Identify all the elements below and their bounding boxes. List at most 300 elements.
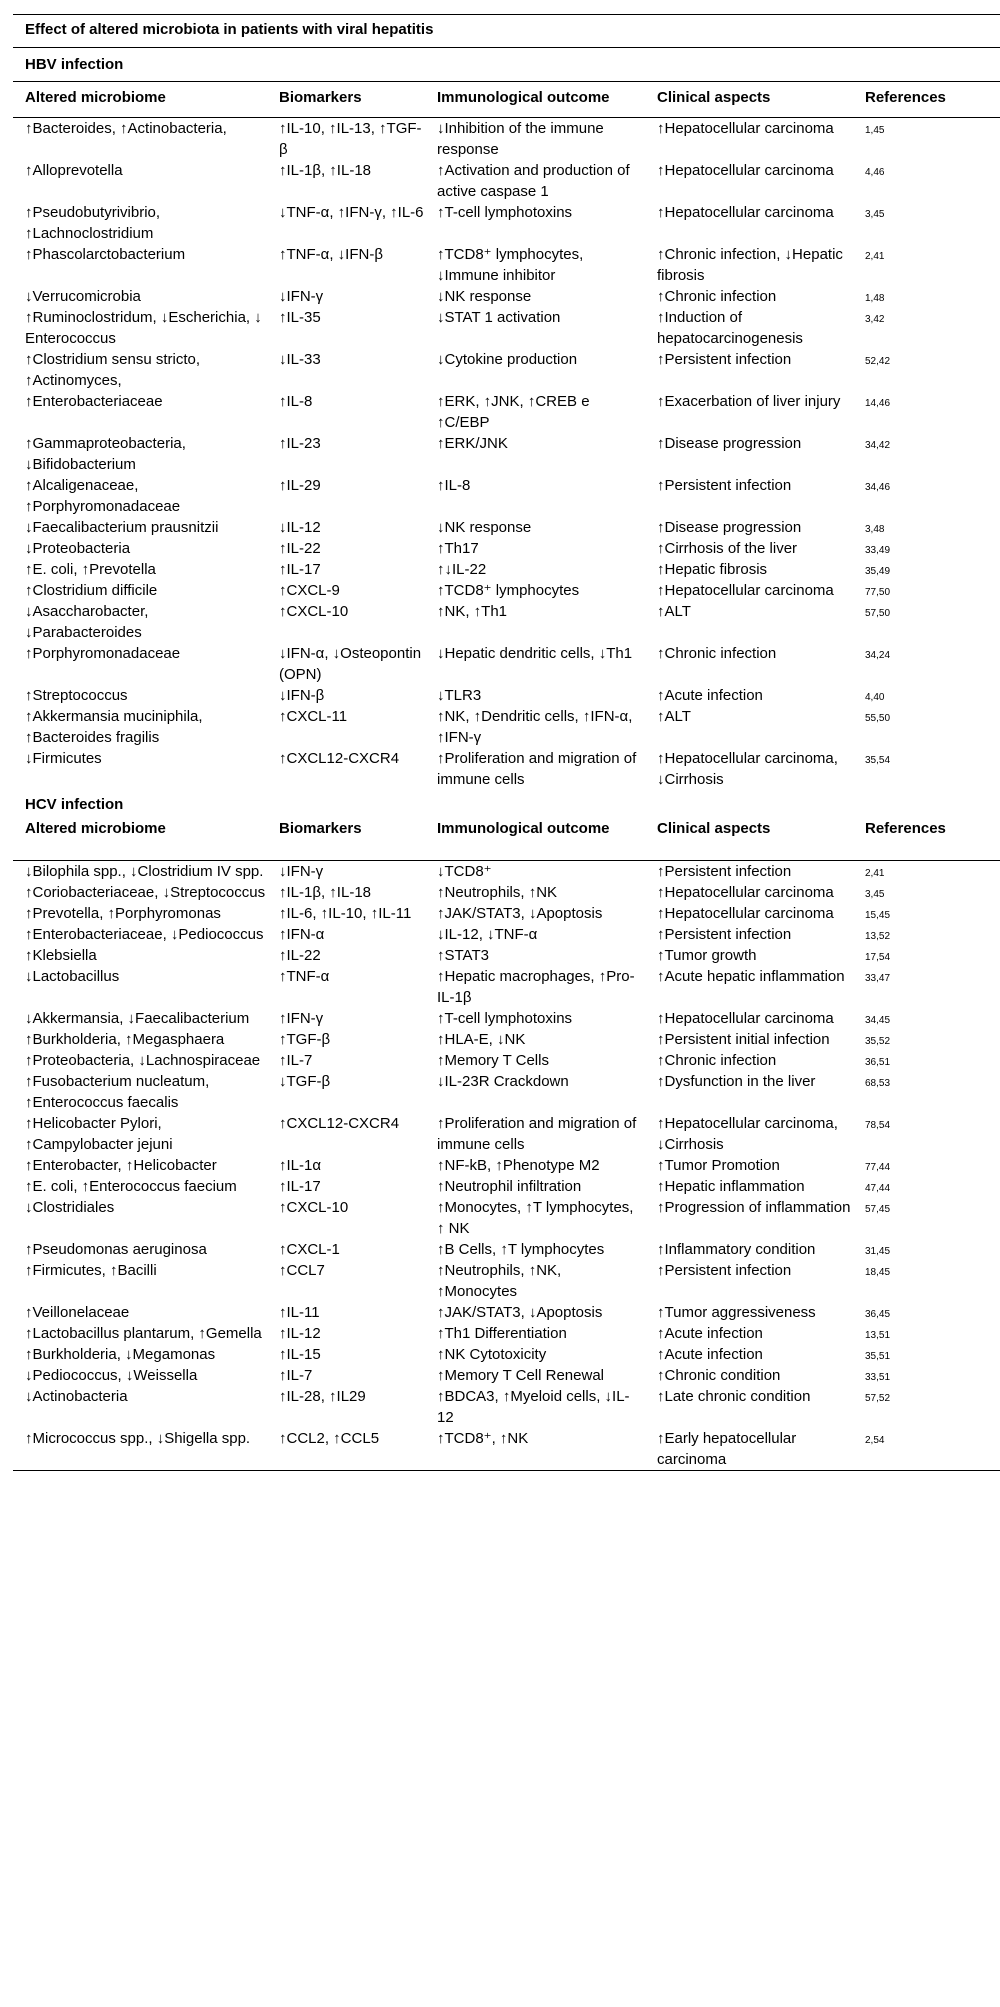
cell-microbiome: ↑Lactobacillus plantarum, ↑Gemella <box>25 1325 262 1342</box>
cell-outcome: ↑Th1 Differentiation <box>437 1325 567 1342</box>
cell-biomarkers: ↑IL-17 <box>279 561 321 578</box>
cell-biomarkers: ↑IL-1α <box>279 1157 322 1174</box>
cell-biomarkers: ↑IL-17 <box>279 1178 321 1195</box>
cell-biomarkers: ↑IL-11 <box>279 1304 320 1321</box>
reference-numbers: 35,52 <box>865 1036 891 1047</box>
cell-microbiome: ↓Pediococcus, ↓Weissella <box>25 1367 198 1384</box>
cell-outcome: ↑NK, ↑Dendritic cells, ↑IFN-α, ↑IFN-γ <box>437 708 633 746</box>
reference-numbers: 3,48 <box>865 524 885 535</box>
table-row <box>13 1050 1000 1071</box>
hbv-table-body <box>13 118 1000 791</box>
table-row <box>13 517 1000 538</box>
hbv-table <box>13 82 1000 790</box>
cell-microbiome: ↓Lactobacillus <box>25 968 120 985</box>
cell-biomarkers: ↑IL-35 <box>279 309 321 326</box>
table-row <box>13 286 1000 307</box>
cell-microbiome: ↑Ruminoclostridum, ↓Escherichia, ↓ Enterococcus <box>25 309 262 347</box>
cell-microbiome: ↑E. coli, ↑Prevotella <box>25 561 156 578</box>
cell-microbiome: ↑E. coli, ↑Enterococcus faecium <box>25 1178 237 1195</box>
cell-biomarkers: ↑IFN-α <box>279 926 325 943</box>
reference-numbers: 57,50 <box>865 608 891 619</box>
hbv-section-title: HBV infection <box>13 48 1000 82</box>
cell-biomarkers: ↓IFN-β <box>279 687 325 704</box>
cell-biomarkers: ↑CXCL12-CXCR4 <box>279 1115 400 1132</box>
cell-outcome: ↑↓IL-22 <box>437 561 487 578</box>
cell-biomarkers: ↑TNF-α <box>279 968 330 985</box>
cell-clinical: ↑Chronic infection <box>657 1052 777 1069</box>
cell-outcome: ↓IL-12, ↓TNF-α <box>437 926 538 943</box>
cell-outcome: ↑NK Cytotoxicity <box>437 1346 547 1363</box>
cell-microbiome: ↓Clostridiales <box>25 1199 115 1216</box>
cell-microbiome: ↑Coriobacteriaceae, ↓Streptococcus <box>25 884 266 901</box>
cell-biomarkers: ↑IL-1β, ↑IL-18 <box>279 884 371 901</box>
cell-references <box>853 202 1000 244</box>
cell-microbiome: ↑Burkholderia, ↓Megamonas <box>25 1346 216 1363</box>
cell-references <box>853 160 1000 202</box>
cell-clinical: ↑ALT <box>657 603 691 620</box>
col-header-biomarkers: Biomarkers <box>267 816 425 861</box>
cell-microbiome: ↑Firmicutes, ↑Bacilli <box>25 1262 157 1279</box>
cell-outcome: ↑Proliferation and migration of immune cells <box>437 750 637 788</box>
reference-numbers: 2,41 <box>865 868 885 879</box>
col-header-references: References <box>853 82 1000 118</box>
cell-outcome: ↑Monocytes, ↑T lymphocytes, ↑ NK <box>437 1199 634 1237</box>
cell-microbiome: ↓Verrucomicrobia <box>25 288 141 305</box>
cell-biomarkers: ↓IFN-α, ↓Osteopontin (OPN) <box>279 645 422 683</box>
cell-references <box>853 244 1000 286</box>
cell-microbiome: ↓Akkermansia, ↓Faecalibacterium <box>25 1010 250 1027</box>
cell-references <box>853 861 1000 883</box>
reference-numbers: 55,50 <box>865 713 891 724</box>
reference-numbers: 57,52 <box>865 1393 891 1404</box>
cell-references <box>853 538 1000 559</box>
cell-biomarkers: ↓IFN-γ <box>279 863 324 880</box>
cell-outcome: ↑B Cells, ↑T lymphocytes <box>437 1241 605 1258</box>
cell-microbiome: ↑Alcaligenaceae, ↑Porphyromonadaceae <box>25 477 181 515</box>
cell-references <box>853 1428 1000 1471</box>
cell-references <box>853 559 1000 580</box>
reference-numbers: 77,50 <box>865 587 891 598</box>
reference-numbers: 13,52 <box>865 931 891 942</box>
col-header-references: References <box>853 816 1000 861</box>
col-header-microbiome: Altered microbiome <box>13 816 267 861</box>
cell-references <box>853 903 1000 924</box>
cell-microbiome: ↑Gammaproteobacteria, ↓Bifidobacterium <box>25 435 186 473</box>
cell-microbiome: ↑Proteobacteria, ↓Lachnospiraceae <box>25 1052 261 1069</box>
cell-outcome: ↑TCD8⁺ lymphocytes, ↓Immune inhibitor <box>437 246 584 284</box>
cell-clinical: ↑Persistent infection <box>657 1262 792 1279</box>
reference-numbers: 35,49 <box>865 566 891 577</box>
table-row <box>13 538 1000 559</box>
cell-clinical: ↑Tumor aggressiveness <box>657 1304 816 1321</box>
reference-numbers: 2,54 <box>865 1435 885 1446</box>
reference-numbers: 33,47 <box>865 973 891 984</box>
cell-clinical: ↑Hepatocellular carcinoma <box>657 884 834 901</box>
reference-numbers: 35,51 <box>865 1351 891 1362</box>
cell-microbiome: ↑Pseudobutyrivibrio, ↑Lachnoclostridium <box>25 204 161 242</box>
reference-numbers: 33,49 <box>865 545 891 556</box>
cell-microbiome: ↑Prevotella, ↑Porphyromonas <box>25 905 221 922</box>
cell-biomarkers: ↑IL-22 <box>279 947 321 964</box>
reference-numbers: 17,54 <box>865 952 891 963</box>
cell-outcome: ↑Hepatic macrophages, ↑Pro-IL-1β <box>437 968 635 1006</box>
cell-references <box>853 1071 1000 1113</box>
cell-clinical: ↑Chronic infection <box>657 645 777 662</box>
hcv-table <box>13 816 1000 1471</box>
cell-clinical: ↑Tumor Promotion <box>657 1157 780 1174</box>
hcv-header-row <box>13 816 1000 861</box>
col-header-clinical: Clinical aspects <box>645 816 853 861</box>
cell-biomarkers: ↑IL-6, ↑IL-10, ↑IL-11 <box>279 905 412 922</box>
cell-references <box>853 118 1000 161</box>
cell-references <box>853 1386 1000 1428</box>
cell-outcome: ↓NK response <box>437 519 532 536</box>
cell-outcome: ↓IL-23R Crackdown <box>437 1073 569 1090</box>
table-row <box>13 244 1000 286</box>
cell-clinical: ↑Hepatocellular carcinoma, ↓Cirrhosis <box>657 750 838 788</box>
cell-references <box>853 1113 1000 1155</box>
cell-clinical: ↑Persistent initial infection <box>657 1031 830 1048</box>
cell-references <box>853 1260 1000 1302</box>
cell-outcome: ↑JAK/STAT3, ↓Apoptosis <box>437 1304 603 1321</box>
cell-references <box>853 433 1000 475</box>
table-row <box>13 391 1000 433</box>
table-row <box>13 1344 1000 1365</box>
cell-microbiome: ↓Bilophila spp., ↓Clostridium IV spp. <box>25 863 264 880</box>
table-row <box>13 1260 1000 1302</box>
cell-clinical: ↑Induction of hepatocarcinogenesis <box>657 309 803 347</box>
cell-outcome: ↓TCD8⁺ <box>437 863 492 880</box>
cell-outcome: ↓Inhibition of the immune response <box>437 120 604 158</box>
cell-clinical: ↑Exacerbation of liver injury <box>657 393 841 410</box>
table-row <box>13 559 1000 580</box>
reference-numbers: 4,46 <box>865 167 885 178</box>
cell-biomarkers: ↑IL-10, ↑IL-13, ↑TGF-β <box>279 120 422 158</box>
cell-biomarkers: ↑CCL2, ↑CCL5 <box>279 1430 380 1447</box>
cell-clinical: ↑Acute hepatic inflammation <box>657 968 845 985</box>
cell-microbiome: ↑Enterobacter, ↑Helicobacter <box>25 1157 217 1174</box>
cell-clinical: ↑Tumor growth <box>657 947 757 964</box>
cell-microbiome: ↑Helicobacter Pylori, ↑Campylobacter jejuni <box>25 1115 173 1153</box>
cell-microbiome: ↑Micrococcus spp., ↓Shigella spp. <box>25 1430 251 1447</box>
reference-numbers: 4,40 <box>865 692 885 703</box>
cell-biomarkers: ↓TNF-α, ↑IFN-γ, ↑IL-6 <box>279 204 424 221</box>
table-row <box>13 1113 1000 1155</box>
reference-numbers: 52,42 <box>865 356 891 367</box>
col-header-biomarkers: Biomarkers <box>267 82 425 118</box>
cell-biomarkers: ↓IFN-γ <box>279 288 324 305</box>
cell-references <box>853 1239 1000 1260</box>
reference-numbers: 68,53 <box>865 1078 891 1089</box>
reference-numbers: 47,44 <box>865 1183 891 1194</box>
cell-references <box>853 685 1000 706</box>
cell-clinical: ↑ALT <box>657 708 691 725</box>
cell-outcome: ↑Memory T Cells <box>437 1052 549 1069</box>
cell-outcome: ↓NK response <box>437 288 532 305</box>
table-row <box>13 882 1000 903</box>
cell-references <box>853 706 1000 748</box>
cell-outcome: ↑T-cell lymphotoxins <box>437 1010 573 1027</box>
cell-microbiome: ↑Phascolarctobacterium <box>25 246 186 263</box>
table-row <box>13 1365 1000 1386</box>
table-row <box>13 160 1000 202</box>
cell-outcome: ↑Memory T Cell Renewal <box>437 1367 604 1384</box>
cell-clinical: ↑Early hepatocellular carcinoma <box>657 1430 797 1468</box>
reference-numbers: 3,45 <box>865 209 885 220</box>
cell-references <box>853 748 1000 790</box>
cell-references <box>853 945 1000 966</box>
reference-numbers: 2,41 <box>865 251 885 262</box>
table-row <box>13 1239 1000 1260</box>
reference-numbers: 1,48 <box>865 293 885 304</box>
cell-biomarkers: ↑TNF-α, ↓IFN-β <box>279 246 383 263</box>
cell-microbiome: ↑Streptococcus <box>25 687 128 704</box>
table-row <box>13 349 1000 391</box>
reference-numbers: 78,54 <box>865 1120 891 1131</box>
hcv-table-body <box>13 861 1000 1471</box>
cell-references <box>853 882 1000 903</box>
table-row <box>13 643 1000 685</box>
cell-microbiome: ↓Actinobacteria <box>25 1388 128 1405</box>
cell-microbiome: ↑Bacteroides, ↑Actinobacteria, <box>25 120 227 137</box>
cell-microbiome: ↓Firmicutes <box>25 750 102 767</box>
cell-microbiome: ↑Clostridium difficile <box>25 582 158 599</box>
cell-biomarkers: ↑CXCL-1 <box>279 1241 340 1258</box>
cell-microbiome: ↑Enterobacteriaceae, ↓Pediococcus <box>25 926 264 943</box>
cell-clinical: ↑Dysfunction in the liver <box>657 1073 816 1090</box>
cell-references <box>853 475 1000 517</box>
cell-microbiome: ↑Pseudomonas aeruginosa <box>25 1241 207 1258</box>
cell-microbiome: ↑Akkermansia muciniphila, ↑Bacteroides fragilis <box>25 708 203 746</box>
cell-clinical: ↑Persistent infection <box>657 863 792 880</box>
cell-microbiome: ↑Veillonelaceae <box>25 1304 130 1321</box>
cell-references <box>853 1050 1000 1071</box>
reference-numbers: 34,24 <box>865 650 891 661</box>
cell-clinical: ↑Hepatic fibrosis <box>657 561 768 578</box>
table-row <box>13 966 1000 1008</box>
cell-clinical: ↑Hepatocellular carcinoma <box>657 204 834 221</box>
cell-microbiome: ↑Clostridium sensu stricto, ↑Actinomyces, <box>25 351 201 389</box>
cell-references <box>853 1008 1000 1029</box>
cell-clinical: ↑Persistent infection <box>657 351 792 368</box>
cell-biomarkers: ↓IL-33 <box>279 351 321 368</box>
cell-clinical: ↑Acute infection <box>657 687 763 704</box>
cell-clinical: ↑Persistent infection <box>657 926 792 943</box>
cell-clinical: ↑Acute infection <box>657 1325 763 1342</box>
cell-clinical: ↑Hepatocellular carcinoma, ↓Cirrhosis <box>657 1115 838 1153</box>
table-row <box>13 861 1000 883</box>
cell-references <box>853 966 1000 1008</box>
cell-references <box>853 1029 1000 1050</box>
hcv-section-title: HCV infection <box>25 796 124 813</box>
cell-clinical: ↑Chronic condition <box>657 1367 781 1384</box>
cell-clinical: ↑Disease progression <box>657 435 802 452</box>
cell-biomarkers: ↑IL-29 <box>279 477 321 494</box>
cell-outcome: ↑HLA-E, ↓NK <box>437 1031 526 1048</box>
cell-outcome: ↑NK, ↑Th1 <box>437 603 508 620</box>
table-row <box>13 433 1000 475</box>
table-row <box>13 118 1000 161</box>
col-header-outcome: Immunological outcome <box>425 816 645 861</box>
cell-microbiome: ↑Klebsiella <box>25 947 97 964</box>
cell-outcome: ↑Neutrophil infiltration <box>437 1178 582 1195</box>
cell-references <box>853 1197 1000 1239</box>
table-row <box>13 1323 1000 1344</box>
cell-clinical: ↑Chronic infection <box>657 288 777 305</box>
reference-numbers: 33,51 <box>865 1372 891 1383</box>
table-row <box>13 1008 1000 1029</box>
cell-microbiome: ↑Porphyromonadaceae <box>25 645 181 662</box>
cell-biomarkers: ↑CXCL-10 <box>279 1199 349 1216</box>
cell-references <box>853 924 1000 945</box>
cell-references <box>853 349 1000 391</box>
cell-clinical: ↑Progression of inflammation <box>657 1199 851 1216</box>
cell-references <box>853 1365 1000 1386</box>
cell-clinical: ↑Chronic infection, ↓Hepatic fibrosis <box>657 246 843 284</box>
cell-biomarkers: ↑IL-15 <box>279 1346 321 1363</box>
cell-biomarkers: ↓IL-12 <box>279 519 321 536</box>
cell-clinical: ↑Hepatocellular carcinoma <box>657 582 834 599</box>
cell-clinical: ↑Late chronic condition <box>657 1388 811 1405</box>
cell-biomarkers: ↑CXCL12-CXCR4 <box>279 750 400 767</box>
col-header-microbiome: Altered microbiome <box>13 82 267 118</box>
table-row <box>13 601 1000 643</box>
cell-outcome: ↑ERK, ↑JNK, ↑CREB e ↑C/EBP <box>437 393 590 431</box>
cell-outcome: ↓STAT 1 activation <box>437 309 561 326</box>
cell-clinical: ↑Disease progression <box>657 519 802 536</box>
reference-numbers: 36,45 <box>865 1309 891 1320</box>
table-row <box>13 706 1000 748</box>
cell-microbiome: ↓Faecalibacterium prausnitzii <box>25 519 219 536</box>
reference-numbers: 13,51 <box>865 1330 891 1341</box>
cell-outcome: ↑Th17 <box>437 540 479 557</box>
table-row <box>13 924 1000 945</box>
table-row <box>13 945 1000 966</box>
cell-references <box>853 1155 1000 1176</box>
cell-references <box>853 580 1000 601</box>
reference-numbers: 57,45 <box>865 1204 891 1215</box>
cell-biomarkers: ↑CCL7 <box>279 1262 325 1279</box>
cell-clinical: ↑Acute infection <box>657 1346 763 1363</box>
cell-biomarkers: ↑IL-23 <box>279 435 321 452</box>
cell-outcome: ↑Activation and production of active caspase 1 <box>437 162 630 200</box>
reference-numbers: 1,45 <box>865 125 885 136</box>
cell-biomarkers: ↑CXCL-11 <box>279 708 348 725</box>
cell-clinical: ↑Inflammatory condition <box>657 1241 816 1258</box>
cell-biomarkers: ↑IL-1β, ↑IL-18 <box>279 162 371 179</box>
cell-outcome: ↑BDCA3, ↑Myeloid cells, ↓IL-12 <box>437 1388 630 1426</box>
reference-numbers: 18,45 <box>865 1267 891 1278</box>
cell-biomarkers: ↑IL-12 <box>279 1325 321 1342</box>
table-row <box>13 685 1000 706</box>
reference-numbers: 15,45 <box>865 910 891 921</box>
cell-outcome: ↑Neutrophils, ↑NK <box>437 884 558 901</box>
table-row <box>13 1428 1000 1471</box>
cell-outcome: ↓Hepatic dendritic cells, ↓Th1 <box>437 645 633 662</box>
reference-numbers: 34,46 <box>865 482 891 493</box>
cell-biomarkers: ↑IL-7 <box>279 1052 313 1069</box>
reference-numbers: 36,51 <box>865 1057 891 1068</box>
cell-outcome: ↑NF-kB, ↑Phenotype M2 <box>437 1157 600 1174</box>
cell-microbiome: ↑Fusobacterium nucleatum, ↑Enterococcus faecalis <box>25 1073 210 1111</box>
table-row <box>13 475 1000 517</box>
table-title: Effect of altered microbiota in patients with viral hepatitis <box>13 14 1000 48</box>
cell-clinical: ↑Hepatocellular carcinoma <box>657 905 834 922</box>
cell-references <box>853 1176 1000 1197</box>
table-row <box>13 1071 1000 1113</box>
cell-biomarkers: ↑IL-28, ↑IL29 <box>279 1388 366 1405</box>
cell-clinical: ↑Hepatocellular carcinoma <box>657 162 834 179</box>
cell-outcome: ↓Cytokine production <box>437 351 578 368</box>
table-row <box>13 748 1000 790</box>
reference-numbers: 31,45 <box>865 1246 891 1257</box>
table-row <box>13 1302 1000 1323</box>
table-row <box>13 1386 1000 1428</box>
table-row <box>13 1197 1000 1239</box>
reference-numbers: 34,45 <box>865 1015 891 1026</box>
cell-biomarkers: ↑CXCL-10 <box>279 603 349 620</box>
cell-outcome: ↑T-cell lymphotoxins <box>437 204 573 221</box>
cell-outcome: ↑TCD8⁺, ↑NK <box>437 1430 529 1447</box>
cell-references <box>853 643 1000 685</box>
col-header-clinical: Clinical aspects <box>645 82 853 118</box>
table-row <box>13 1176 1000 1197</box>
cell-references <box>853 1302 1000 1323</box>
table-row <box>13 1155 1000 1176</box>
cell-outcome: ↑Neutrophils, ↑NK, ↑Monocytes <box>437 1262 562 1300</box>
cell-outcome: ↓TLR3 <box>437 687 482 704</box>
hbv-header-row <box>13 82 1000 118</box>
cell-references <box>853 286 1000 307</box>
cell-clinical: ↑Persistent infection <box>657 477 792 494</box>
cell-references <box>853 1344 1000 1365</box>
cell-references <box>853 307 1000 349</box>
table-row <box>13 580 1000 601</box>
cell-biomarkers: ↑IL-22 <box>279 540 321 557</box>
cell-references <box>853 517 1000 538</box>
cell-outcome: ↑IL-8 <box>437 477 471 494</box>
cell-biomarkers: ↑CXCL-9 <box>279 582 340 599</box>
reference-numbers: 77,44 <box>865 1162 891 1173</box>
reference-numbers: 3,42 <box>865 314 885 325</box>
cell-references <box>853 391 1000 433</box>
cell-biomarkers: ↑TGF-β <box>279 1031 331 1048</box>
cell-biomarkers: ↑IFN-γ <box>279 1010 324 1027</box>
cell-outcome: ↑STAT3 <box>437 947 489 964</box>
cell-clinical: ↑Hepatocellular carcinoma <box>657 120 834 137</box>
table-row <box>13 307 1000 349</box>
table-row <box>13 202 1000 244</box>
reference-numbers: 34,42 <box>865 440 891 451</box>
cell-references <box>853 1323 1000 1344</box>
table-row <box>13 1029 1000 1050</box>
cell-microbiome: ↑Enterobacteriaceae <box>25 393 163 410</box>
cell-clinical: ↑Hepatic inflammation <box>657 1178 805 1195</box>
cell-references <box>853 601 1000 643</box>
cell-outcome: ↑ERK/JNK <box>437 435 508 452</box>
table-container <box>13 14 1000 1471</box>
cell-microbiome: ↓Proteobacteria <box>25 540 131 557</box>
cell-outcome: ↑JAK/STAT3, ↓Apoptosis <box>437 905 603 922</box>
reference-numbers: 35,54 <box>865 755 891 766</box>
table-row <box>13 903 1000 924</box>
cell-clinical: ↑Hepatocellular carcinoma <box>657 1010 834 1027</box>
col-header-outcome: Immunological outcome <box>425 82 645 118</box>
cell-biomarkers: ↑IL-7 <box>279 1367 313 1384</box>
cell-outcome: ↑Proliferation and migration of immune cells <box>437 1115 637 1153</box>
cell-microbiome: ↓Asaccharobacter, ↓Parabacteroides <box>25 603 149 641</box>
cell-biomarkers: ↓TGF-β <box>279 1073 331 1090</box>
